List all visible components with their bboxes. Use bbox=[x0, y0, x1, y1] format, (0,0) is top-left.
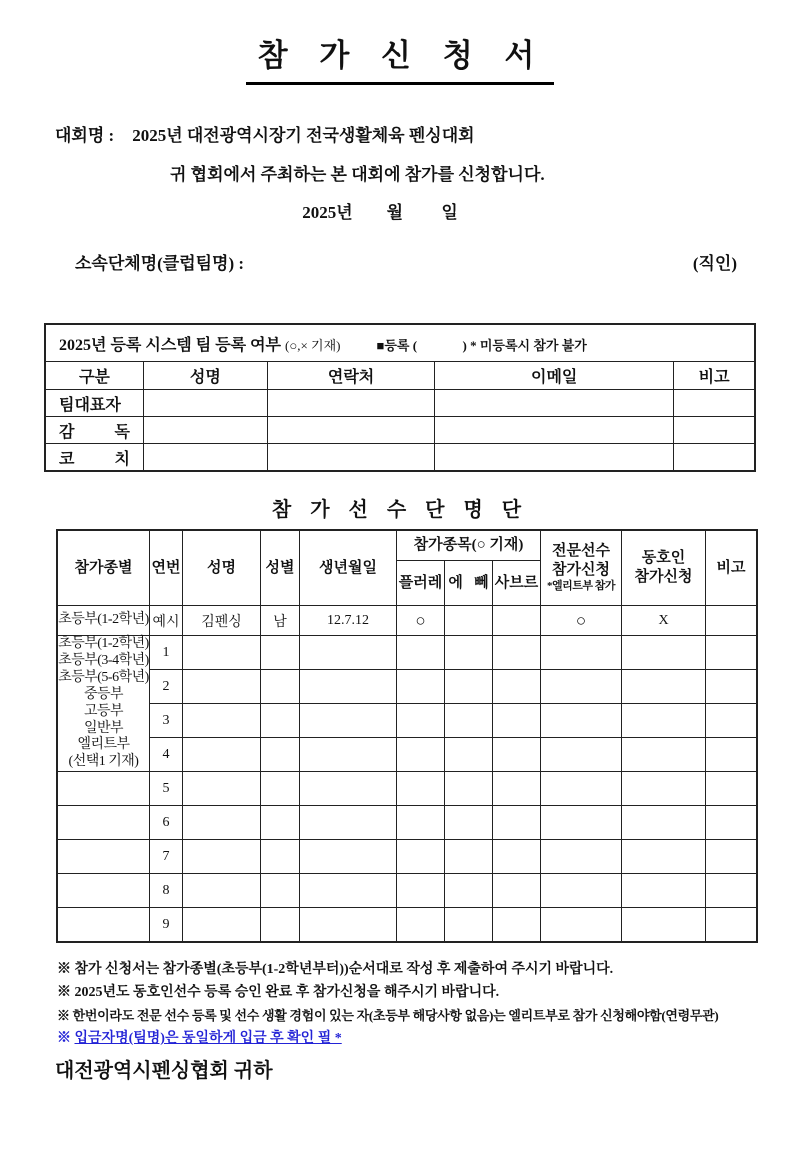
fill-cell[interactable] bbox=[397, 636, 445, 670]
fill-cell[interactable] bbox=[541, 772, 622, 806]
fill-cell[interactable] bbox=[300, 738, 397, 772]
fill-cell[interactable] bbox=[706, 738, 757, 772]
recipient-line: 대전광역시펜싱협회 귀하 bbox=[55, 1060, 273, 1083]
fill-cell[interactable] bbox=[445, 772, 493, 806]
fill-cell[interactable] bbox=[300, 704, 397, 738]
fill-cell[interactable] bbox=[267, 444, 434, 471]
fill-cell[interactable] bbox=[622, 874, 706, 908]
fill-cell[interactable] bbox=[397, 738, 445, 772]
fill-cell[interactable] bbox=[622, 772, 706, 806]
category-option: 초등부(3-4학년) bbox=[58, 652, 149, 668]
category-option: 고등부 bbox=[83, 703, 124, 719]
fill-cell[interactable] bbox=[445, 840, 493, 874]
note-payment-marker: ※ bbox=[57, 1031, 75, 1047]
note-1: ※ 참가 신청서는 참가종별(초등부(1-2학년부터))순서대로 작성 후 제출하여 주시기 바랍니다. bbox=[57, 962, 614, 978]
competition-name: 2025년 대전광역시장기 전국생활체육 펜싱대회 bbox=[132, 126, 475, 145]
col-header-category: 구분 bbox=[46, 362, 144, 390]
fill-cell[interactable] bbox=[183, 670, 261, 704]
category-option: 엘리트부 bbox=[77, 737, 130, 753]
fill-cell[interactable] bbox=[541, 670, 622, 704]
category-option: (선택1 기재) bbox=[68, 754, 139, 770]
note-payment-text: 입금자명(팀명)은 동일하게 입금 후 확인 필 * bbox=[74, 1031, 342, 1047]
example-gender: 남 bbox=[261, 606, 300, 636]
registration-header-row bbox=[46, 362, 755, 390]
example-hobby-mark: X bbox=[622, 606, 706, 636]
fill-cell[interactable] bbox=[397, 670, 445, 704]
fill-cell[interactable] bbox=[674, 444, 755, 471]
row-label-director: 감 독 bbox=[46, 417, 144, 444]
fill-cell[interactable] bbox=[435, 444, 674, 471]
roster-row-7 bbox=[58, 840, 757, 874]
fill-cell[interactable] bbox=[706, 772, 757, 806]
fill-cell[interactable] bbox=[183, 738, 261, 772]
fill-cell[interactable] bbox=[674, 390, 755, 417]
page-title: 참 가 신 청 서 bbox=[246, 30, 555, 85]
fill-cell[interactable] bbox=[143, 444, 267, 471]
fill-cell[interactable] bbox=[300, 806, 397, 840]
example-number: 예시 bbox=[150, 606, 183, 636]
roster-row-9 bbox=[58, 908, 757, 942]
col-header-email: 이메일 bbox=[435, 362, 674, 390]
fill-cell[interactable] bbox=[493, 636, 541, 670]
category-option: 초등부(1-2학년) bbox=[58, 636, 149, 651]
fill-cell[interactable] bbox=[706, 874, 757, 908]
col-header-events-group: 참가종목(○ 기재) bbox=[397, 531, 541, 561]
fill-cell[interactable] bbox=[300, 636, 397, 670]
fill-cell[interactable] bbox=[622, 738, 706, 772]
col-header-sabre: 사브르 bbox=[493, 561, 541, 606]
hobby-line1: 동호인 bbox=[641, 550, 686, 567]
note-2: ※ 2025년도 동호인선수 등록 승인 완료 후 참가신청을 해주시기 바랍니다. bbox=[57, 985, 500, 1001]
row-number: 6 bbox=[150, 806, 183, 840]
fill-cell[interactable] bbox=[300, 840, 397, 874]
fill-cell[interactable] bbox=[261, 772, 300, 806]
fill-cell[interactable] bbox=[267, 417, 434, 444]
fill-cell[interactable] bbox=[261, 704, 300, 738]
example-fleuret-mark: ○ bbox=[397, 606, 445, 636]
roster-row-5 bbox=[58, 772, 757, 806]
fill-cell[interactable] bbox=[183, 874, 261, 908]
fill-cell[interactable] bbox=[397, 704, 445, 738]
fill-cell[interactable] bbox=[261, 908, 300, 942]
col-header-phone: 연락처 bbox=[267, 362, 434, 390]
team-name-label: 소속단체명(클럽팀명) : bbox=[75, 254, 245, 273]
fill-cell[interactable] bbox=[541, 840, 622, 874]
row-number: 7 bbox=[150, 840, 183, 874]
fill-cell[interactable] bbox=[300, 908, 397, 942]
fill-cell[interactable] bbox=[706, 704, 757, 738]
fill-cell[interactable] bbox=[541, 636, 622, 670]
registration-table bbox=[45, 324, 755, 471]
row-label-coach: 코 치 bbox=[46, 444, 144, 471]
fill-cell[interactable] bbox=[143, 417, 267, 444]
roster-row-6 bbox=[58, 806, 757, 840]
fill-cell[interactable] bbox=[183, 772, 261, 806]
fill-cell[interactable] bbox=[622, 840, 706, 874]
fill-cell[interactable] bbox=[261, 636, 300, 670]
fill-cell[interactable] bbox=[261, 840, 300, 874]
document-header bbox=[0, 30, 800, 85]
example-pro-mark: ○ bbox=[541, 606, 622, 636]
competition-name-line bbox=[0, 121, 800, 146]
fill-cell[interactable] bbox=[541, 704, 622, 738]
fill-cell[interactable] bbox=[493, 874, 541, 908]
fill-cell[interactable] bbox=[493, 840, 541, 874]
row-number: 2 bbox=[150, 670, 183, 704]
fill-cell[interactable] bbox=[706, 806, 757, 840]
row-number: 4 bbox=[150, 738, 183, 772]
fill-cell[interactable] bbox=[541, 908, 622, 942]
fill-cell[interactable] bbox=[493, 806, 541, 840]
col-header-epee: 에 뻬 bbox=[445, 561, 493, 606]
fill-cell[interactable] bbox=[58, 772, 150, 806]
fill-cell[interactable] bbox=[300, 874, 397, 908]
col-header-birthdate: 생년월일 bbox=[300, 531, 397, 606]
row-number: 1 bbox=[150, 636, 183, 670]
fill-cell[interactable] bbox=[300, 772, 397, 806]
row-number: 9 bbox=[150, 908, 183, 942]
fill-cell[interactable] bbox=[183, 840, 261, 874]
fill-cell[interactable] bbox=[541, 738, 622, 772]
fill-cell[interactable] bbox=[58, 908, 150, 942]
fill-cell[interactable] bbox=[143, 390, 267, 417]
fill-cell[interactable] bbox=[622, 704, 706, 738]
fill-cell[interactable] bbox=[261, 670, 300, 704]
registration-band-cell bbox=[46, 325, 755, 362]
date-line: 2025년 월 일 bbox=[302, 203, 458, 222]
category-option: 일반부 bbox=[83, 720, 124, 736]
pro-line1: 전문선수 bbox=[552, 543, 611, 560]
fill-cell[interactable] bbox=[183, 636, 261, 670]
col-header-entry-category: 참가종별 bbox=[58, 531, 150, 606]
registration-row-coach bbox=[46, 444, 755, 471]
col-header-gender: 성별 bbox=[261, 531, 300, 606]
fill-cell[interactable] bbox=[674, 417, 755, 444]
col-header-player-name: 성명 bbox=[183, 531, 261, 606]
col-header-note: 비고 bbox=[674, 362, 755, 390]
row-number: 3 bbox=[150, 704, 183, 738]
registration-status-field[interactable]: ■등록 ( ) * 미등록시 참가 불가 bbox=[376, 337, 587, 353]
roster-section-title: 참 가 선 수 단 명 단 bbox=[271, 499, 529, 521]
col-header-roster-note: 비고 bbox=[706, 531, 757, 606]
category-options-cell bbox=[58, 636, 150, 772]
note-payment bbox=[57, 1027, 800, 1050]
roster-row-1 bbox=[58, 636, 757, 670]
registration-row-director bbox=[46, 417, 755, 444]
fill-cell[interactable] bbox=[706, 636, 757, 670]
fill-cell[interactable] bbox=[397, 772, 445, 806]
category-option: 초등부(5-6학년) bbox=[58, 669, 149, 685]
fill-cell[interactable] bbox=[261, 874, 300, 908]
fill-cell[interactable] bbox=[267, 390, 434, 417]
registration-row-representative bbox=[46, 390, 755, 417]
fill-cell[interactable] bbox=[493, 738, 541, 772]
registration-band-hint: (○,× 기재) bbox=[285, 337, 341, 353]
fill-cell[interactable] bbox=[183, 908, 261, 942]
fill-cell[interactable] bbox=[183, 704, 261, 738]
example-category: 초등부(1-2학년) bbox=[58, 606, 150, 636]
fill-cell[interactable] bbox=[445, 908, 493, 942]
team-name-line bbox=[0, 249, 800, 274]
example-note bbox=[706, 606, 757, 636]
hobby-line2: 참가신청 bbox=[634, 569, 693, 585]
fill-cell[interactable] bbox=[622, 806, 706, 840]
note-3: ※ 한번이라도 전문 선수 등록 및 선수 생활 경험이 있는 자(초등부 해당사항 없음)는 엘리트부로 참가 신청해야함(연령무관) bbox=[57, 1008, 719, 1024]
col-header-pro-application bbox=[541, 531, 622, 606]
example-epee-mark bbox=[445, 606, 493, 636]
fill-cell[interactable] bbox=[445, 806, 493, 840]
roster-row-3 bbox=[58, 704, 757, 738]
fill-cell[interactable] bbox=[445, 704, 493, 738]
fill-cell[interactable] bbox=[541, 806, 622, 840]
registration-band-row bbox=[46, 325, 755, 362]
fill-cell[interactable] bbox=[493, 670, 541, 704]
registration-band-title: 2025년 등록 시스템 팀 등록 여부 bbox=[59, 336, 286, 354]
fill-cell[interactable] bbox=[445, 874, 493, 908]
col-header-name: 성명 bbox=[143, 362, 267, 390]
competition-label: 대회명 : bbox=[55, 126, 115, 145]
fill-cell[interactable] bbox=[435, 390, 674, 417]
fill-cell[interactable] bbox=[493, 704, 541, 738]
fill-cell[interactable] bbox=[58, 806, 150, 840]
fill-cell[interactable] bbox=[622, 636, 706, 670]
fill-cell[interactable] bbox=[445, 738, 493, 772]
col-header-fleuret: 플러레 bbox=[397, 561, 445, 606]
fill-cell[interactable] bbox=[622, 908, 706, 942]
example-sabre-mark bbox=[493, 606, 541, 636]
fill-cell[interactable] bbox=[445, 670, 493, 704]
example-birthdate: 12.7.12 bbox=[300, 606, 397, 636]
category-option: 중등부 bbox=[83, 686, 124, 702]
col-header-hobby-application bbox=[622, 531, 706, 606]
fill-cell[interactable] bbox=[445, 636, 493, 670]
fill-cell[interactable] bbox=[58, 874, 150, 908]
fill-cell[interactable] bbox=[397, 874, 445, 908]
application-sentence: 귀 협회에서 주최하는 본 대회에 참가를 신청합니다. bbox=[170, 165, 545, 184]
fill-cell[interactable] bbox=[183, 806, 261, 840]
fill-cell[interactable] bbox=[493, 772, 541, 806]
fill-cell[interactable] bbox=[493, 908, 541, 942]
pro-line2: 참가신청 bbox=[552, 562, 611, 579]
fill-cell[interactable] bbox=[261, 738, 300, 772]
roster-row-4 bbox=[58, 738, 757, 772]
fill-cell[interactable] bbox=[622, 670, 706, 704]
fill-cell[interactable] bbox=[397, 908, 445, 942]
roster-row-2 bbox=[58, 670, 757, 704]
row-label-representative: 팀대표자 bbox=[46, 390, 144, 417]
fill-cell[interactable] bbox=[397, 840, 445, 874]
row-number: 8 bbox=[150, 874, 183, 908]
example-name: 김펜싱 bbox=[183, 606, 261, 636]
seal-label: (직인) bbox=[692, 254, 737, 273]
roster-header-row-top bbox=[58, 531, 757, 561]
fill-cell[interactable] bbox=[435, 417, 674, 444]
row-number: 5 bbox=[150, 772, 183, 806]
roster-example-row bbox=[58, 606, 757, 636]
notes-section bbox=[57, 958, 800, 1050]
fill-cell[interactable] bbox=[706, 840, 757, 874]
fill-cell[interactable] bbox=[58, 840, 150, 874]
fill-cell[interactable] bbox=[706, 908, 757, 942]
pro-line3: *엘리트부 참가 bbox=[547, 579, 616, 592]
fill-cell[interactable] bbox=[261, 806, 300, 840]
col-header-number: 연번 bbox=[150, 531, 183, 606]
fill-cell[interactable] bbox=[397, 806, 445, 840]
fill-cell[interactable] bbox=[300, 670, 397, 704]
fill-cell[interactable] bbox=[706, 670, 757, 704]
fill-cell[interactable] bbox=[541, 874, 622, 908]
roster-table bbox=[57, 530, 757, 942]
roster-row-8 bbox=[58, 874, 757, 908]
